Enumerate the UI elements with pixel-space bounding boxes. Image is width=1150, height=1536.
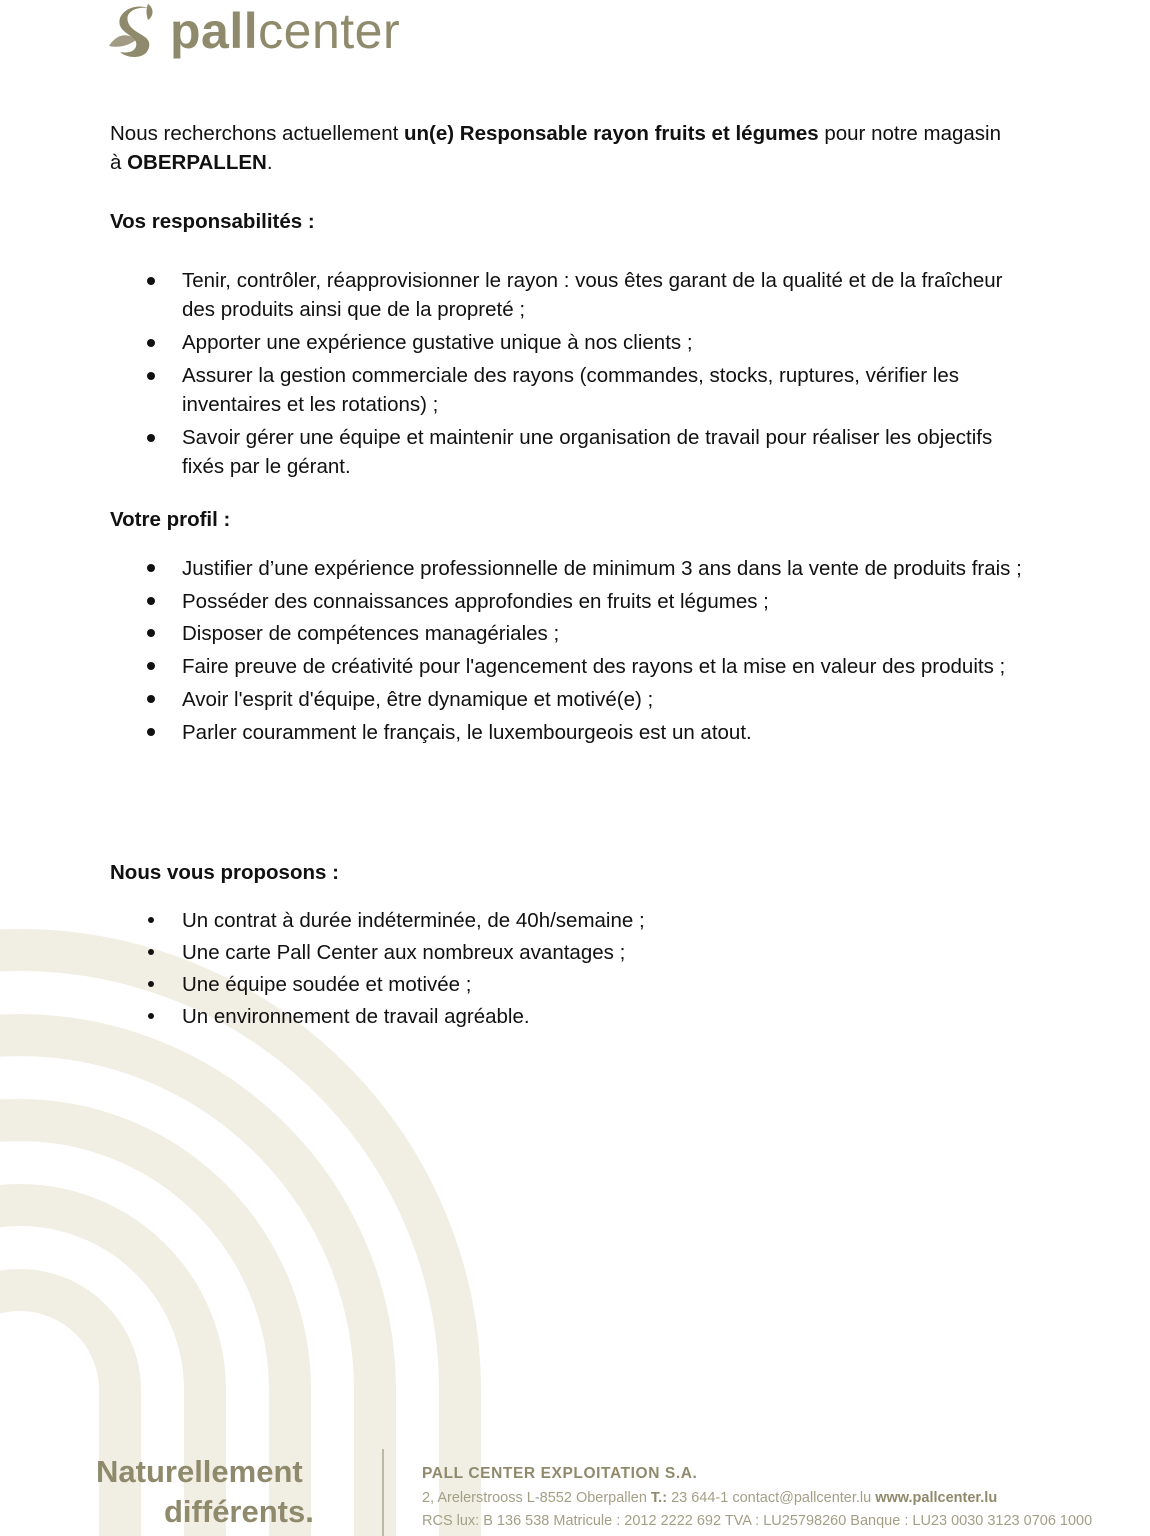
offer-heading: Nous vous proposons : [110, 861, 339, 884]
logo-wordmark-light: center [258, 3, 401, 59]
list-item: Avoir l'esprit d'équipe, être dynamique et motivé(e) ; [182, 684, 1022, 715]
intro-text-3: . [266, 151, 273, 174]
slogan-line-1: Naturellement [96, 1454, 303, 1489]
list-item: Un contrat à durée indéterminée, de 40h/semaine ; [182, 905, 1022, 937]
list-item: Savoir gérer une équipe et maintenir une organisation de travail pour réaliser les objectifs fixés par le gérant. [182, 423, 1022, 481]
list-item: Faire preuve de créativité pour l'agencement des rayons et la mise en valeur des produits ; [182, 651, 1022, 682]
contact-line [422, 1490, 997, 1506]
registration-line: RCS lux: B 136 538 Matricule : 2012 2222 692 TVA : LU25798260 Banque : LU23 0030 3123 0706 1000 [422, 1513, 1093, 1529]
intro-text-2: pour notre magasin à [110, 122, 1001, 174]
footer-divider [382, 1449, 384, 1536]
job-title: un(e) Responsable rayon fruits et légumes [404, 122, 819, 145]
offer-list [182, 905, 1022, 1033]
responsibilities-heading: Vos responsabilités : [110, 210, 315, 233]
company-name: PALL CENTER EXPLOITATION S.A. [422, 1465, 698, 1482]
store-location: OBERPALLEN [127, 151, 267, 174]
leaf-s-logo-icon [108, 2, 166, 60]
list-item: Justifier d’une expérience professionnelle de minimum 3 ans dans la vente de produits frais ; [182, 553, 1022, 584]
intro-paragraph [110, 119, 1010, 177]
list-item: Apporter une expérience gustative unique à nos clients ; [182, 328, 1022, 357]
website-link[interactable]: www.pallcenter.lu [875, 1490, 998, 1506]
list-item: Un environnement de travail agréable. [182, 1001, 1022, 1033]
list-item: Tenir, contrôler, réapprovisionner le rayon : vous êtes garant de la qualité et de la fraîcheur des produits ainsi que de la propreté ; [182, 266, 1022, 324]
intro-text-1: Nous recherchons actuellement [110, 122, 404, 145]
logo-wordmark [170, 2, 400, 60]
slogan-line-2: différents. [164, 1494, 314, 1529]
email-link[interactable]: contact@pallcenter.lu [732, 1490, 872, 1506]
list-item: Posséder des connaissances approfondies en fruits et légumes ; [182, 586, 1022, 617]
logo-wordmark-bold: pall [170, 3, 259, 59]
phone-number[interactable]: 23 644-1 [671, 1490, 729, 1506]
list-item: Une équipe soudée et motivée ; [182, 969, 1022, 1001]
profile-heading: Votre profil : [110, 508, 231, 531]
phone-label: T.: [650, 1490, 668, 1506]
profile-list [182, 553, 1022, 748]
pallcenter-logo [108, 0, 400, 62]
footer-slogan [96, 1452, 314, 1532]
list-item: Assurer la gestion commerciale des rayons (commandes, stocks, ruptures, vérifier les inventaires et les rotations) ; [182, 361, 1022, 419]
list-item: Une carte Pall Center aux nombreux avantages ; [182, 937, 1022, 969]
responsibilities-list [182, 266, 1022, 485]
address: 2, Arelerstrooss L-8552 Oberpallen [422, 1490, 647, 1506]
list-item: Parler couramment le français, le luxembourgeois est un atout. [182, 717, 1022, 748]
list-item: Disposer de compétences managériales ; [182, 618, 1022, 649]
